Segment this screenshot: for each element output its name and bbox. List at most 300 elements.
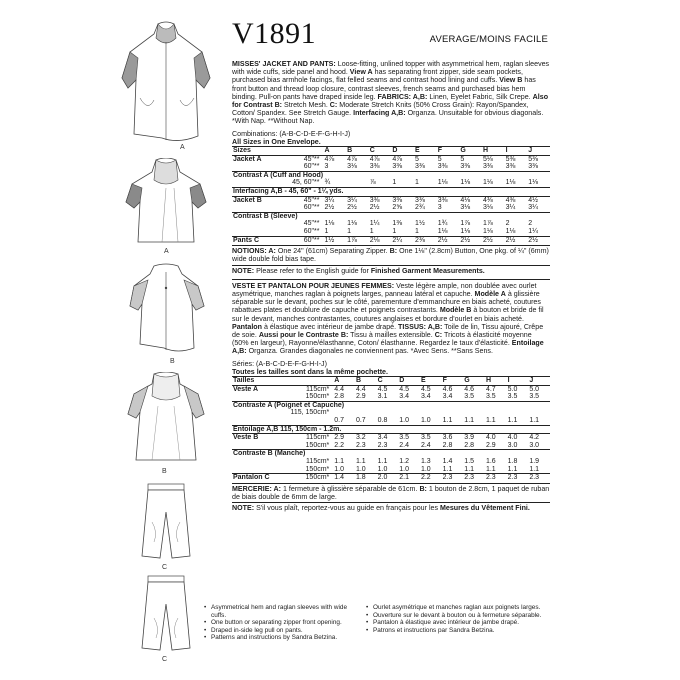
table-value-cell: 1⅛: [482, 179, 493, 187]
table-header-cell: H: [482, 147, 505, 156]
table-row: [232, 204, 550, 212]
header: [232, 18, 550, 58]
table-row: [232, 163, 550, 171]
table-value-cell: 5: [459, 155, 482, 163]
table-header-cell: J: [527, 147, 550, 156]
figure-label: B: [170, 358, 175, 365]
table-value-cell: 5⅛: [482, 155, 505, 163]
table-value-cell: 1.1: [485, 416, 496, 424]
table-value-cell: 1: [369, 227, 374, 235]
feature-item: • Ourlet asymétrique et manches raglan aux poignets larges.: [366, 604, 556, 612]
description-text: Loose-fitting, unlined topper with asymmetrical hem, raglan sleeves with wide cuffs, side panel and hood.: [232, 60, 550, 77]
table-header-cell: B: [346, 147, 369, 156]
figure-jacket-b-front: [118, 262, 214, 365]
table-value-cell: 2.9: [333, 434, 355, 442]
table-header-cell: F: [442, 377, 464, 386]
table-value-cell: 1.0: [399, 465, 410, 473]
table-section-row: [232, 212, 550, 220]
table-width-cell: 45, 60"**: [292, 179, 320, 187]
table-value-cell: 1⅛: [528, 179, 538, 187]
table-value-cell: 4⅞: [391, 155, 414, 163]
table-value-cell: 4.4: [333, 385, 355, 393]
table-value-cell: 3⅛: [347, 163, 357, 171]
table-header-cell: A: [333, 377, 355, 386]
table-value-cell: 1.1: [355, 457, 366, 465]
table-value-cell: 4⅛: [459, 196, 482, 204]
table-value-cell: 2.3: [442, 474, 464, 482]
table-value-cell: 1⅛: [482, 227, 493, 235]
feature-item: • One button or separating zipper front opening.: [204, 619, 362, 627]
table-value-cell: 3⅜: [505, 163, 516, 171]
table-value-cell: 5⅜: [527, 155, 550, 163]
table-value-cell: 1: [392, 179, 397, 187]
table-width-cell: 150cm*: [305, 465, 330, 473]
table-value-cell: 2.0: [377, 474, 399, 482]
table-value-cell: 3⅜: [437, 163, 448, 171]
table-value-cell: 1.0: [420, 416, 431, 424]
table-value-cell: 3⅜: [391, 196, 414, 204]
feature-item: • Draped in-side leg pull on pants.: [204, 627, 362, 635]
table-value-cell: 3.5: [485, 393, 496, 401]
interfacing-text: Organza. Unsuitable for obvious diagonals. *With Nap. **Without Nap.: [232, 109, 544, 126]
table-value-cell: 1¾: [437, 220, 448, 228]
table-value-cell: 1.1: [442, 416, 453, 424]
table-row-spacer: [232, 417, 289, 425]
content-column: [232, 18, 550, 512]
table-value-cell: 1.8: [355, 474, 377, 482]
interfacing-label: Interfacing A,B:: [353, 109, 406, 118]
table-section-label: Contrast B (Sleeve): [232, 212, 550, 220]
table-value-cell: 3: [324, 163, 329, 171]
table-value-cell: 3.0: [529, 441, 540, 449]
table-value-cell: 1⅛: [460, 227, 471, 235]
table-value-cell: 2½: [324, 204, 335, 212]
table-value-cell: 2.9: [355, 393, 366, 401]
table-header-cell: G: [463, 377, 485, 386]
view-b-label: View B: [499, 76, 523, 85]
figure-pants-c-back: [118, 574, 214, 663]
table-header-cell: G: [459, 147, 482, 156]
table-value-cell: 1⅜: [392, 220, 403, 228]
table-value-cell: 2⅜: [414, 236, 437, 244]
table-header-cell: C: [377, 377, 399, 386]
table-value-cell: 2⅝: [392, 204, 403, 212]
table-row: [232, 196, 550, 204]
table-value-cell: 4⅜: [505, 196, 528, 204]
table-width-cell: 115cm*: [289, 434, 333, 442]
french-combinations: Séries: (A-B-C-D-E-F-G-H-I-J) Toutes les tailles sont dans la même pochette.: [232, 359, 388, 376]
table-value-cell: 2½: [459, 236, 482, 244]
table-width-cell: 150cm*: [289, 474, 333, 482]
table-value-cell: 3.5: [398, 434, 420, 442]
fabrics-label: FABRICS: A,B:: [377, 92, 428, 101]
table-value-cell: 1.1: [464, 465, 475, 473]
table-row-spacer: [232, 458, 289, 466]
table-section-row: [232, 450, 550, 458]
table-value-cell: 1.1: [507, 416, 518, 424]
table-value-cell: 3.4: [442, 393, 453, 401]
table-row: [232, 385, 550, 393]
table-value-cell: 1.1: [377, 457, 388, 465]
table-width-cell: 150cm*: [305, 393, 330, 401]
table-row-spacer: [232, 179, 291, 187]
fabric-c-text: Moderate Stretch Knits (50% Cross Grain): Rayon/Spandex, Cotton/ Spandex. See Stretch Gauge.: [232, 101, 529, 118]
table-value-cell: 2.8: [464, 441, 475, 449]
table-row: [232, 409, 550, 417]
table-value-cell: 5: [414, 155, 437, 163]
table-value-cell: 2: [528, 220, 533, 228]
table-value-cell: 3⅜: [528, 163, 538, 171]
table-value-cell: 4.6: [463, 385, 485, 393]
table-value-cell: 3⅜: [369, 196, 392, 204]
table-value-cell: 1½: [323, 236, 346, 244]
table-value-cell: 4.5: [377, 385, 399, 393]
table-value-cell: 4⅞: [346, 155, 369, 163]
table-row-spacer: [232, 409, 289, 417]
table-width-cell: [289, 417, 333, 425]
table-value-cell: 1: [392, 227, 397, 235]
table-section-label: Jacket B: [232, 196, 291, 204]
table-row: [232, 179, 550, 187]
table-value-cell: 1.1: [529, 465, 540, 473]
table-header-cell: C: [369, 147, 392, 156]
table-value-cell: 1.0: [399, 416, 410, 424]
table-value-cell: 3.5: [464, 393, 475, 401]
table-value-cell: 1.1: [442, 465, 453, 473]
table-value-cell: 2.2: [420, 474, 442, 482]
figure-jacket-a-back: [118, 158, 214, 255]
table-value-cell: 1⅛: [505, 179, 516, 187]
table-value-cell: 1⅛: [437, 227, 448, 235]
french-note: NOTE: S'il vous plaît, reportez-vous au guide en français pour les Mesures du Vêtement Fini.: [232, 504, 530, 513]
table-section-row: [232, 188, 550, 197]
table-value-cell: 2¼: [391, 236, 414, 244]
table-value-cell: [463, 409, 485, 417]
table-value-cell: [346, 179, 369, 187]
table-section-label: Interfacing A,B - 45, 60" - 1¼ yds.: [232, 188, 550, 197]
table-row-spacer: [232, 220, 291, 228]
table-header-cell: A: [323, 147, 346, 156]
table-value-cell: 1: [347, 227, 352, 235]
table-value-cell: 3¼: [505, 204, 516, 212]
table-row-spacer: [232, 393, 289, 401]
table-section-label: Entoilage A,B 115, 150cm - 1.2m.: [232, 425, 550, 434]
table-value-cell: 3.2: [355, 434, 377, 442]
also-contrast-label: Also for Contrast B:: [232, 92, 549, 110]
table-value-cell: 1.0: [355, 465, 366, 473]
table-value-cell: 4.0: [485, 434, 507, 442]
table-value-cell: 3.6: [442, 434, 464, 442]
figure-label: B: [162, 468, 167, 475]
table-row-spacer: [232, 228, 291, 236]
figure-label: C: [162, 564, 168, 571]
table-value-cell: 1: [415, 227, 419, 235]
table-row-spacer: [232, 442, 289, 450]
table-value-cell: 3.9: [463, 434, 485, 442]
table-value-cell: 1⅞: [482, 220, 493, 228]
table-width-cell: 60"**: [303, 227, 320, 235]
table-value-cell: 1: [324, 227, 329, 235]
table-value-cell: 3.4: [377, 434, 399, 442]
french-notions: MERCERIE: A: 1 fermeture à glissière séparable de 61cm. B: 1 bouton de 2.8cm, 1 paquet de ruban de biais double de 6mm de large.: [232, 484, 550, 501]
english-notions: NOTIONS: A: One 24" (61cm) Separating Zipper. B: One 1⅛" (2.8cm) Button, One pkg. of ¼" (6mm) wide double fold bias tape.: [232, 247, 549, 264]
table-value-cell: 1⅞: [346, 236, 369, 244]
table-header-cell: D: [391, 147, 414, 156]
table-row: [232, 458, 550, 466]
table-value-cell: 3⅜: [369, 163, 380, 171]
table-value-cell: 2.3: [528, 474, 550, 482]
table-width-cell: 60"**: [291, 236, 323, 244]
table-value-cell: 1.4: [442, 457, 453, 465]
table-width-cell: 150cm*: [305, 441, 330, 449]
table-value-cell: 3⅛: [482, 204, 493, 212]
table-value-cell: 1.6: [485, 457, 496, 465]
table-value-cell: 2¾: [415, 204, 425, 212]
table-value-cell: 2½: [437, 236, 460, 244]
table-value-cell: 2.8: [334, 393, 344, 401]
table-row: [232, 417, 550, 425]
table-value-cell: 3⅜: [414, 196, 437, 204]
table-value-cell: [442, 409, 464, 417]
table-value-cell: 4.5: [398, 385, 420, 393]
table-header-cell: Sizes: [232, 147, 323, 156]
table-value-cell: [528, 409, 550, 417]
difficulty-level: AVERAGE/MOINS FACILE: [429, 34, 548, 45]
view-b-text: has front button and thread loop closure, contrast sleeves, french seams and purchased bias hem binding. Pull-on pants have draped inside leg.: [232, 76, 536, 101]
table-value-cell: 3.5: [420, 434, 442, 442]
table-value-cell: 1.2: [399, 457, 410, 465]
table-value-cell: 2.8: [442, 441, 453, 449]
figure-label: A: [164, 248, 169, 255]
table-row: [232, 474, 550, 482]
table-value-cell: 3.1: [377, 393, 388, 401]
all-sizes-text: All Sizes in One Envelope.: [232, 137, 321, 146]
table-header-row: [232, 147, 550, 156]
table-value-cell: 3.5: [529, 393, 540, 401]
table-value-cell: 1.0: [334, 465, 344, 473]
pants-c-back-drawing: [118, 574, 214, 654]
table-value-cell: 2.4: [420, 441, 431, 449]
table-value-cell: 3: [437, 204, 442, 212]
table-section-label: Pants C: [232, 236, 291, 244]
combinations-text: Combinations: (A-B-C-D-E-F-G-H-I-J): [232, 129, 351, 138]
table-row: [232, 220, 550, 228]
table-value-cell: 3¼: [323, 196, 346, 204]
feature-item: • Ouverture sur le devant à bouton ou à fermeture séparable.: [366, 612, 556, 620]
table-header-row: [232, 377, 550, 386]
table-value-cell: 1.1: [507, 465, 518, 473]
table-row-spacer: [232, 466, 289, 474]
table-value-cell: 2: [505, 220, 510, 228]
table-value-cell: 3.4: [399, 393, 410, 401]
table-value-cell: 2.3: [355, 441, 366, 449]
table-value-cell: 5: [437, 155, 460, 163]
table-section-row: [232, 401, 550, 409]
pattern-number: V1891: [232, 17, 317, 50]
table-value-cell: 3⅛: [460, 204, 471, 212]
table-value-cell: 2½: [482, 236, 505, 244]
table-value-cell: 3.0: [507, 441, 518, 449]
table-value-cell: [507, 409, 529, 417]
table-value-cell: 3⅜: [392, 163, 403, 171]
french-features-list: [366, 604, 556, 634]
table-value-cell: [420, 409, 442, 417]
table-value-cell: 1⅛: [324, 220, 335, 228]
table-value-cell: 2.4: [399, 441, 410, 449]
feature-item: • Pantalon à élastique avec intérieur de jambe drapé.: [366, 619, 556, 627]
table-value-cell: 1.8: [507, 457, 518, 465]
table-value-cell: 2.9: [485, 441, 496, 449]
pants-c-front-drawing: [118, 482, 214, 562]
table-value-cell: 4.7: [485, 385, 507, 393]
table-value-cell: 5⅜: [505, 155, 528, 163]
table-value-cell: 3⅜: [415, 163, 425, 171]
table-section-label: Jacket A: [232, 155, 291, 163]
table-section-label: Veste A: [232, 385, 289, 393]
table-section-label: Veste B: [232, 434, 289, 442]
table-header-cell: Tailles: [232, 377, 333, 386]
table-row: [232, 434, 550, 442]
table-value-cell: ¾: [324, 179, 331, 187]
table-value-cell: 1.4: [333, 474, 355, 482]
table-section-label: Contraste A (Poignet et Capuche): [232, 401, 550, 409]
table-value-cell: 5.0: [507, 385, 529, 393]
table-value-cell: ⅞: [369, 179, 376, 187]
table-value-cell: 4⅞: [369, 155, 392, 163]
table-value-cell: 4.0: [507, 434, 529, 442]
figure-label: C: [162, 656, 168, 663]
english-description: [232, 60, 550, 126]
table-value-cell: 3.5: [507, 393, 518, 401]
table-value-cell: 0.8: [377, 416, 388, 424]
table-value-cell: 3⅜: [482, 163, 493, 171]
table-value-cell: 5.0: [528, 385, 550, 393]
table-value-cell: 4.4: [355, 385, 377, 393]
table-value-cell: [398, 409, 420, 417]
french-yardage-table: [232, 376, 550, 482]
table-value-cell: 1.5: [464, 457, 475, 465]
table-row-spacer: [232, 163, 291, 171]
table-value-cell: [485, 409, 507, 417]
view-a-label: View A: [349, 68, 373, 77]
table-header-cell: E: [414, 147, 437, 156]
fabrics-text: Linen, Eyelet Fabric, Silk Crepe.: [429, 92, 531, 101]
table-value-cell: 1.1: [485, 465, 496, 473]
jacket-b-back-drawing: [118, 372, 214, 466]
table-value-cell: 2.3: [507, 474, 529, 482]
table-value-cell: 2.3: [485, 474, 507, 482]
table-value-cell: [355, 409, 377, 417]
table-row: [232, 155, 550, 163]
english-note: NOTE: Please refer to the English guide for Finished Garment Measurements.: [232, 266, 485, 275]
table-row: [232, 228, 550, 236]
table-value-cell: 1⅛: [437, 179, 448, 187]
table-value-cell: 4.2: [528, 434, 550, 442]
table-header-cell: E: [420, 377, 442, 386]
table-value-cell: 2½: [369, 204, 380, 212]
english-combinations: [232, 130, 550, 146]
table-value-cell: [377, 409, 399, 417]
table-section-label: Contrast A (Cuff and Hood): [232, 171, 550, 179]
view-a-text: has separating front zipper, side seam pockets, purchased bias armhole facings, flat felled seams and contrast hood lining and cuffs.: [232, 68, 523, 85]
table-value-cell: 1.1: [334, 457, 344, 465]
table-value-cell: [333, 409, 355, 417]
fabric-c-label: C:: [329, 101, 338, 110]
table-header-cell: D: [398, 377, 420, 386]
table-header-cell: J: [528, 377, 550, 386]
table-value-cell: 0.7: [334, 416, 344, 424]
table-width-cell: 115cm*: [306, 457, 330, 465]
table-value-cell: 3⅜: [460, 163, 471, 171]
table-value-cell: 1.1: [529, 416, 540, 424]
table-width-cell: 115, 150cm*: [290, 409, 330, 417]
table-width-cell: 45"**: [291, 155, 323, 163]
table-value-cell: 2½: [527, 236, 550, 244]
table-value-cell: 1½: [415, 220, 425, 228]
table-value-cell: 1¼: [369, 220, 380, 228]
table-width-cell: 60"**: [303, 204, 320, 212]
table-header-cell: I: [505, 147, 528, 156]
jacket-b-front-drawing: [118, 262, 214, 360]
table-value-cell: 1⅛: [460, 179, 471, 187]
table-row: [232, 236, 550, 244]
description-title: MISSES' JACKET AND PANTS:: [232, 60, 336, 68]
table-row: [232, 466, 550, 474]
table-value-cell: 4⅞: [323, 155, 346, 163]
illustrations-column: [118, 18, 214, 663]
jacket-a-back-drawing: [118, 158, 214, 248]
table-row-spacer: [232, 204, 291, 212]
table-value-cell: 3¼: [528, 204, 538, 212]
english-yardage-table: [232, 146, 550, 244]
table-header-cell: I: [507, 377, 529, 386]
table-value-cell: 1.1: [464, 416, 475, 424]
french-description: VESTE ET PANTALON POUR JEUNES FEMMES: Veste légère ample, non doublée avec ourlet asymétrique, manches raglan à poignets larges, panneau latéral et capuche. Modèle A à glissière séparable sur le devant, poches sur le côté, parementure d'emmanchure en biais acheté, coutures rabattues plates et doublure de capuche et poignets contrastants. Modèle B à bouton et bride de fil sur le devant, manches contrastantes, coutures anglaises et bordure d'ourlet en biais acheté. Pantalon à élastique avec intérieur de jambe drapé. TISSUS: A,B: Toile de lin, Tissu ajouré, Crêpe de soie. Aussi pour le Contraste B: Tissu à mailles extensible. C: Tricots à élasticité moyenne (50% en largeur), Rayonne/élasthanne, Coton/ élasthanne. Regardez le taux d'élasticité. Entoilage A,B: Organza. Grandes diagonales ne conviennent pas. *Avec Sens. **Sans Sens.: [232, 281, 544, 356]
table-value-cell: 3⅜: [437, 196, 460, 204]
table-section-label: Pantalon C: [232, 474, 289, 482]
feature-item: • Asymmetrical hem and raglan sleeves with wide cuffs.: [204, 604, 362, 619]
table-value-cell: 4.5: [420, 385, 442, 393]
figure-label: A: [180, 144, 185, 151]
table-row: [232, 393, 550, 401]
table-value-cell: 1¼: [528, 227, 538, 235]
table-value-cell: 2.3: [377, 441, 388, 449]
table-value-cell: 3.4: [420, 393, 431, 401]
also-contrast-text: Stretch Mesh.: [284, 101, 328, 110]
figure-pants-c-front: [118, 482, 214, 571]
table-width-cell: 60"**: [303, 163, 320, 171]
table-section-row: [232, 425, 550, 434]
table-width-cell: 45"**: [291, 196, 323, 204]
table-value-cell: 2⅛: [369, 236, 392, 244]
table-value-cell: 1: [415, 179, 419, 187]
table-value-cell: 1.3: [420, 457, 431, 465]
table-value-cell: 2.1: [398, 474, 420, 482]
table-value-cell: 1.9: [529, 457, 540, 465]
table-width-cell: 45"**: [303, 220, 320, 228]
table-header-cell: F: [437, 147, 460, 156]
table-value-cell: 4.6: [442, 385, 464, 393]
feature-item: • Patterns and instructions by Sandra Betzina.: [204, 634, 362, 642]
table-value-cell: 2½: [505, 236, 528, 244]
table-value-cell: 1.0: [377, 465, 388, 473]
table-row: [232, 442, 550, 450]
table-width-cell: 115cm*: [289, 385, 333, 393]
figure-jacket-a-front: [118, 18, 214, 151]
table-header-cell: H: [485, 377, 507, 386]
table-value-cell: 4½: [527, 196, 550, 204]
table-header-cell: B: [355, 377, 377, 386]
